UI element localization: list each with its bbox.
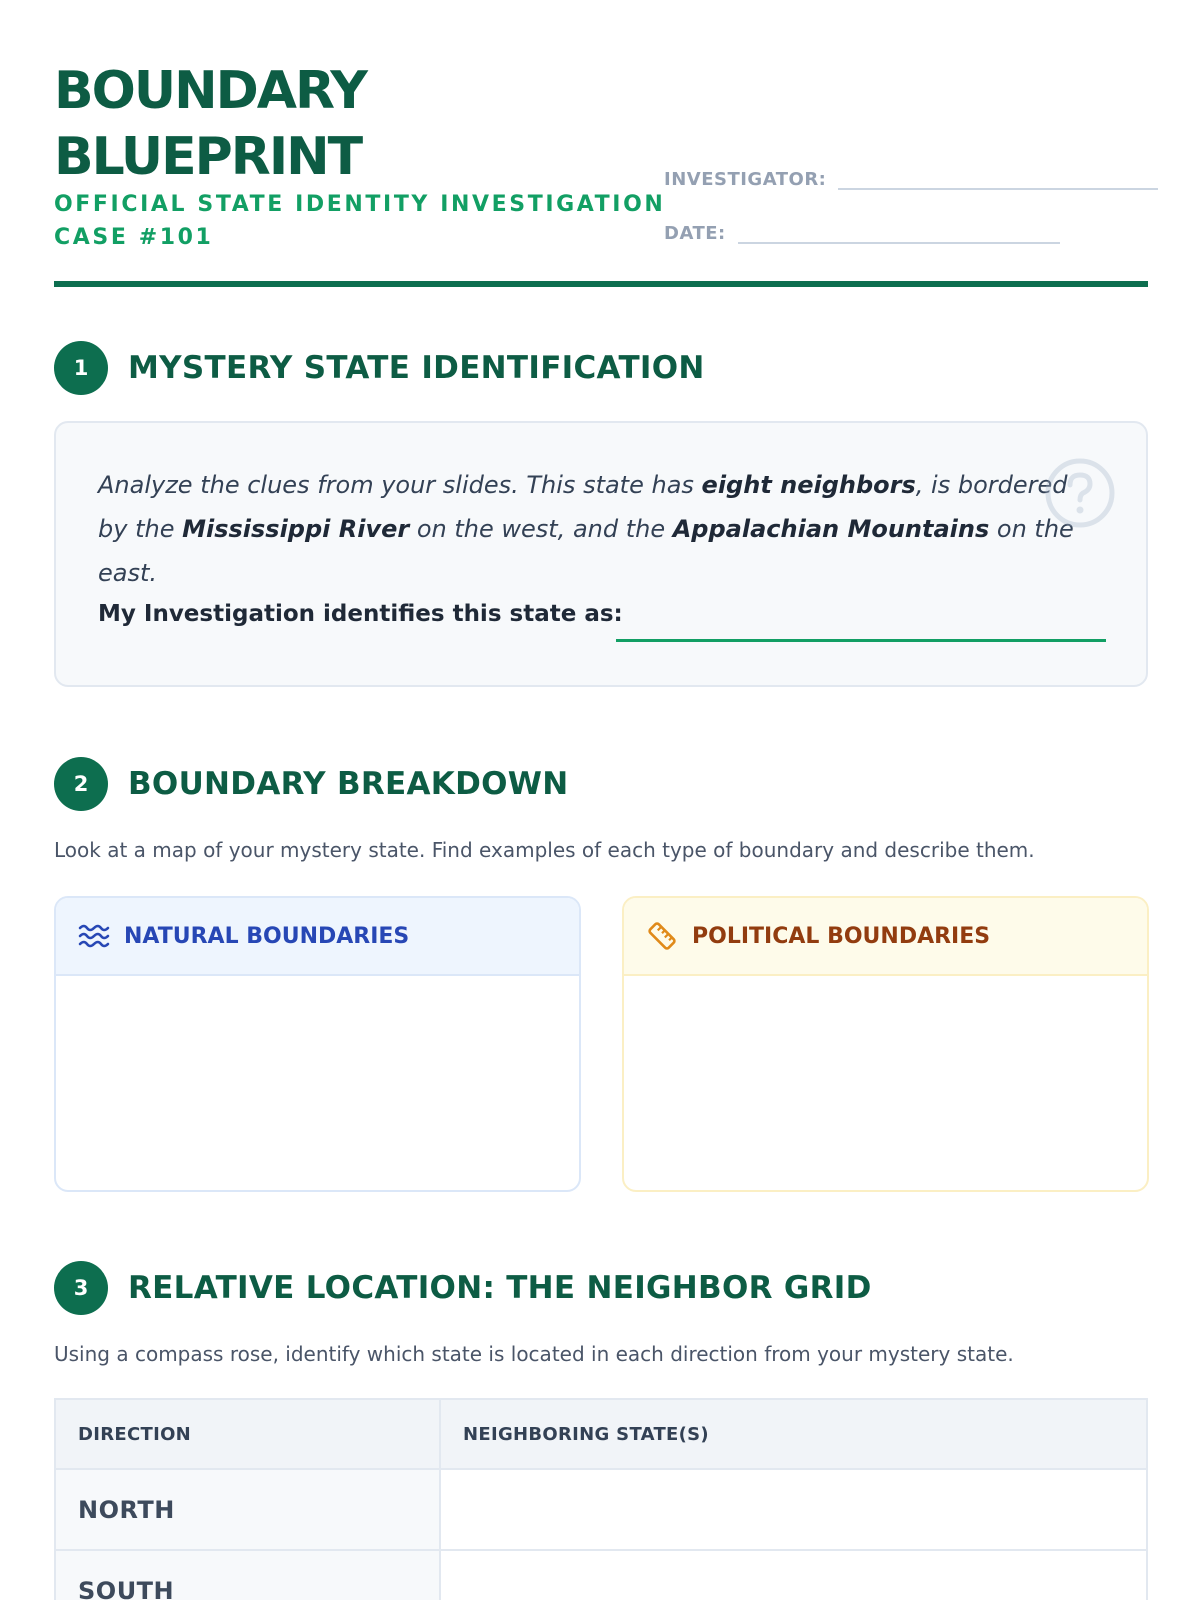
section-3-title: RELATIVE LOCATION: THE NEIGHBOR GRID (128, 1270, 872, 1306)
table-header-cell (56, 1400, 441, 1468)
investigator-row (664, 166, 1158, 190)
neighbor-state-input-south[interactable] (441, 1551, 1146, 1600)
date-row (664, 220, 1060, 244)
clue-text-part: , is bordered by the (98, 471, 1068, 543)
title-line-1: BOUNDARY (54, 61, 366, 121)
political-boundaries-title: POLITICAL BOUNDARIES (692, 923, 991, 949)
clue-highlight-neighbors: eight neighbors (701, 471, 916, 499)
section-2-heading (54, 757, 569, 811)
clue-text-part: Analyze the clues from your slides. This state has (98, 471, 702, 499)
section-2-title: BOUNDARY BREAKDOWN (128, 766, 569, 802)
table-header-row (56, 1400, 1146, 1470)
ruler-icon (646, 920, 678, 952)
clue-text-part: on the east. (98, 515, 1074, 587)
waves-icon (78, 923, 110, 949)
direction-label-south: SOUTH (78, 1576, 175, 1600)
subtitle-line-1: OFFICIAL STATE IDENTITY INVESTIGATION (54, 192, 666, 217)
section-3-description: Using a compass rose, identify which state is located in each direction from your mystery state. (54, 1342, 1014, 1366)
clue-highlight-river: Mississippi River (182, 515, 410, 543)
title-line-2: BLUEPRINT (54, 127, 362, 187)
table-header-cell (441, 1400, 1146, 1468)
answer-field[interactable] (616, 639, 1106, 642)
section-1-title: MYSTERY STATE IDENTIFICATION (128, 350, 705, 386)
direction-header: DIRECTION (78, 1423, 192, 1445)
political-boundaries-box (622, 896, 1149, 1192)
section-1-heading (54, 341, 705, 395)
investigator-label: INVESTIGATOR: (664, 169, 827, 190)
natural-boundaries-header (56, 898, 579, 976)
date-label: DATE: (664, 223, 726, 244)
neighbor-grid-table (54, 1398, 1148, 1600)
neighbor-state-input-north[interactable] (441, 1470, 1146, 1549)
header-divider (54, 281, 1148, 287)
worksheet-header (54, 58, 1148, 290)
section-2-description: Look at a map of your mystery state. Find examples of each type of boundary and describe them. (54, 838, 1035, 862)
clue-text (98, 463, 1098, 595)
political-boundaries-header (624, 898, 1147, 976)
section-1-number: 1 (54, 341, 108, 395)
clue-box (54, 421, 1148, 687)
direction-cell (56, 1551, 441, 1600)
worksheet-subtitle (54, 188, 665, 254)
natural-boundaries-answer-area[interactable] (56, 976, 579, 1190)
section-3-number: 3 (54, 1261, 108, 1315)
clue-text-part: on the west, and the (409, 515, 673, 543)
direction-cell (56, 1470, 441, 1549)
question-circle-icon (1044, 457, 1116, 529)
direction-label-north: NORTH (78, 1495, 175, 1524)
subtitle-line-2: CASE #101 (54, 225, 214, 250)
section-3-heading (54, 1261, 872, 1315)
table-row (56, 1470, 1146, 1551)
natural-boundaries-box (54, 896, 581, 1192)
section-2-number: 2 (54, 757, 108, 811)
neighboring-states-header: NEIGHBORING STATE(S) (463, 1423, 709, 1445)
investigator-field[interactable] (838, 166, 1158, 190)
political-boundaries-answer-area[interactable] (624, 976, 1147, 1190)
clue-highlight-mountains: Appalachian Mountains (672, 515, 990, 543)
natural-boundaries-title: NATURAL BOUNDARIES (124, 923, 410, 949)
table-row (56, 1551, 1146, 1600)
date-field[interactable] (738, 220, 1060, 244)
answer-label: My Investigation identifies this state as: (98, 601, 623, 627)
